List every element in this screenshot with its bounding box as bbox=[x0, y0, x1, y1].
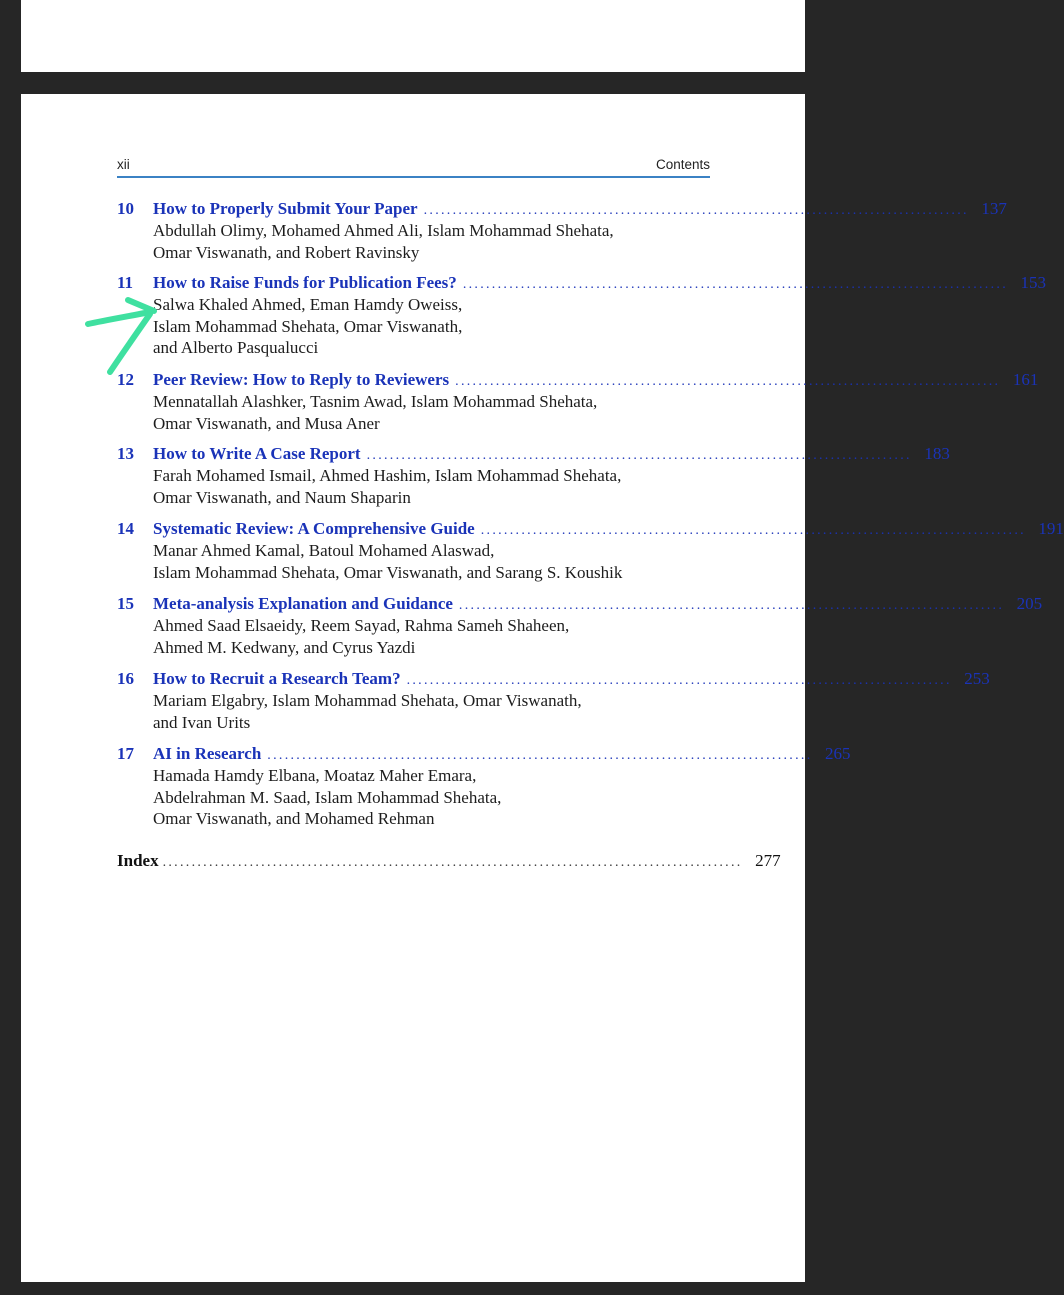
chapter-page-link[interactable]: 265 bbox=[825, 744, 851, 763]
toc-entry-14 bbox=[117, 518, 1064, 583]
chapter-title-link[interactable]: How to Properly Submit Your Paper bbox=[153, 199, 418, 218]
leader-dots: .............................................................................................. bbox=[455, 374, 1001, 389]
leader-dots: .................................................................................................... bbox=[162, 855, 743, 870]
toc-entry-10 bbox=[117, 198, 1007, 263]
chapter-number: 15 bbox=[117, 594, 134, 613]
chapter-page-link[interactable]: 137 bbox=[981, 199, 1007, 218]
arrow-head-lower bbox=[110, 314, 150, 372]
toc-entry-15 bbox=[117, 593, 1043, 658]
chapter-title-link[interactable]: Systematic Review: A Comprehensive Guide bbox=[153, 519, 475, 538]
chapter-page-link[interactable]: 191 bbox=[1038, 519, 1064, 538]
chapter-number: 10 bbox=[117, 199, 134, 218]
author-line: Manar Ahmed Kamal, Batoul Mohamed Alaswad, bbox=[153, 541, 495, 560]
author-line: Abdullah Olimy, Mohamed Ahmed Ali, Islam Mohammad Shehata, bbox=[153, 221, 614, 240]
toc-entry-12 bbox=[117, 369, 1039, 434]
author-line: Farah Mohamed Ismail, Ahmed Hashim, Islam Mohammad Shehata, bbox=[153, 466, 622, 485]
chapter-page-link[interactable]: 205 bbox=[1016, 594, 1043, 613]
author-line: Ahmed M. Kedwany, and Cyrus Yazdi bbox=[153, 637, 416, 657]
chapter-page-link[interactable]: 183 bbox=[924, 444, 950, 463]
arrow-head-upper bbox=[128, 300, 154, 311]
running-title: Contents bbox=[655, 157, 710, 172]
author-line: Salwa Khaled Ahmed, Eman Hamdy Oweiss, bbox=[153, 295, 463, 314]
leader-dots: .............................................................................................. bbox=[267, 748, 813, 763]
chapter-title-link[interactable]: How to Recruit a Research Team? bbox=[153, 669, 401, 688]
toc-index-entry bbox=[117, 850, 781, 872]
chapter-title-link[interactable]: How to Write A Case Report bbox=[153, 444, 361, 463]
toc-entry-17 bbox=[117, 743, 851, 830]
author-line: and Ivan Urits bbox=[153, 712, 251, 732]
chapter-title-link[interactable]: Meta-analysis Explanation and Guidance bbox=[153, 594, 453, 613]
chapter-title-link[interactable]: How to Raise Funds for Publication Fees? bbox=[153, 273, 457, 292]
chapter-title-link[interactable]: Peer Review: How to Reply to Reviewers bbox=[153, 370, 450, 389]
author-line: Islam Mohammad Shehata, Omar Viswanath, bbox=[153, 316, 463, 336]
author-line: Islam Mohammad Shehata, Omar Viswanath, and Sarang S. Koushik bbox=[153, 562, 623, 582]
index-link[interactable]: Index bbox=[117, 851, 159, 870]
author-line: Ahmed Saad Elsaeidy, Reem Sayad, Rahma Sameh Shaheen, bbox=[153, 616, 570, 635]
chapter-number: 17 bbox=[117, 744, 134, 763]
leader-dots: .............................................................................................. bbox=[423, 203, 969, 218]
previous-page-strip bbox=[21, 0, 805, 72]
leader-dots: .............................................................................................. bbox=[406, 673, 952, 688]
author-line: Omar Viswanath, and Mohamed Rehman bbox=[153, 809, 435, 828]
chapter-number: 16 bbox=[117, 669, 134, 688]
leader-dots: .............................................................................................. bbox=[458, 598, 1005, 613]
contents-page bbox=[21, 94, 1064, 1282]
chapter-title-link[interactable]: AI in Research bbox=[153, 744, 262, 763]
chapter-number: 13 bbox=[117, 444, 134, 463]
chapter-number: 11 bbox=[117, 273, 134, 292]
author-line: and Alberto Pasqualucci bbox=[153, 338, 319, 357]
chapter-page-link[interactable]: 253 bbox=[964, 669, 990, 688]
author-line: Mariam Elgabry, Islam Mohammad Shehata, Omar Viswanath, bbox=[153, 691, 582, 710]
author-line: Mennatallah Alashker, Tasnim Awad, Islam Mohammad Shehata, bbox=[153, 392, 598, 411]
leader-dots: .............................................................................................. bbox=[480, 523, 1026, 538]
chapter-page-link[interactable]: 153 bbox=[1020, 273, 1047, 292]
author-line: Omar Viswanath, and Naum Shaparin bbox=[153, 487, 411, 507]
leader-dots: .............................................................................................. bbox=[366, 448, 912, 463]
page-number: xii bbox=[117, 157, 130, 172]
toc-entry-11 bbox=[117, 272, 1047, 359]
toc-entry-16 bbox=[117, 668, 990, 733]
handwritten-arrow-annotation bbox=[84, 298, 160, 378]
index-page-link[interactable]: 277 bbox=[755, 851, 781, 870]
author-line: Omar Viswanath, and Robert Ravinsky bbox=[153, 242, 420, 262]
leader-dots: .............................................................................................. bbox=[462, 277, 1009, 292]
chapter-number: 12 bbox=[117, 370, 134, 389]
chapter-number: 14 bbox=[117, 519, 134, 538]
toc-entry-13 bbox=[117, 443, 950, 508]
author-line: Hamada Hamdy Elbana, Moataz Maher Emara, bbox=[153, 766, 477, 785]
page-header bbox=[117, 156, 710, 178]
chapter-page-link[interactable]: 161 bbox=[1012, 370, 1039, 389]
author-line: Abdelrahman M. Saad, Islam Mohammad Shehata, bbox=[153, 787, 502, 807]
author-line: Omar Viswanath, and Musa Aner bbox=[153, 413, 380, 433]
